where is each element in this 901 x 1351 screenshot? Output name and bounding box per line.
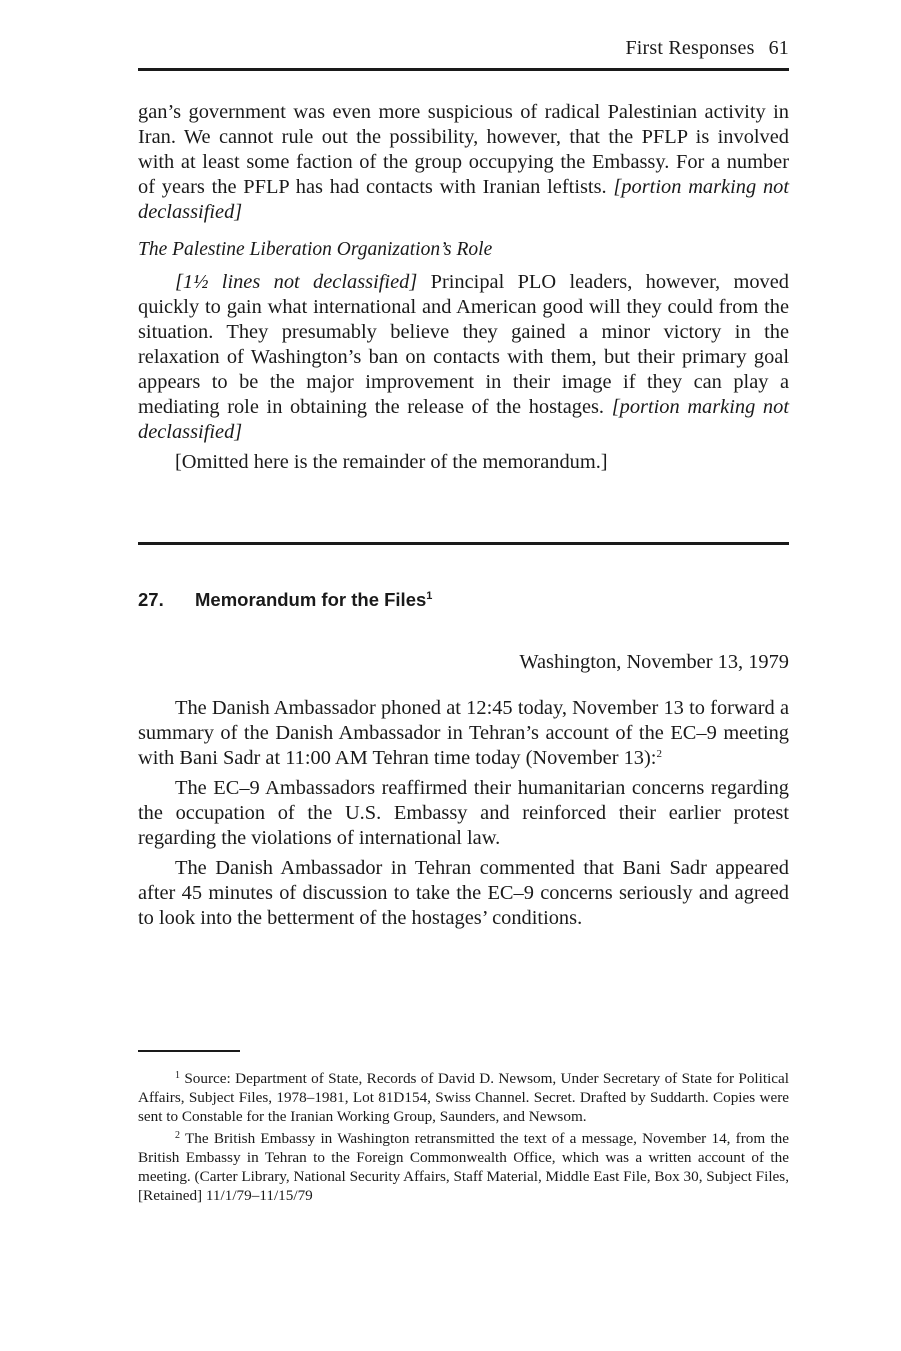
footnote-ref[interactable]: 1 [426, 590, 433, 602]
section-subheading: The Palestine Liberation Organization’s Role [138, 239, 493, 260]
declassification-marking: [1½ lines not declassified] [175, 271, 418, 293]
document-title: Memorandum for the Files [195, 589, 427, 610]
page-number: 61 [768, 37, 789, 59]
footnote-rule [138, 1050, 240, 1052]
section-divider [138, 542, 789, 545]
body-paragraph: The Danish Ambassador in Tehran commented that Bani Sadr appeared after 45 minutes of discussion to take the EC–9 concerns seriously and agreed to look into the betterment of the hostages’ conditions. [138, 857, 789, 929]
footnote [138, 1129, 789, 1205]
continuation-text [138, 100, 789, 475]
plo-paragraph [138, 270, 789, 445]
declassification-marking: [portion marking not declassified] [138, 176, 789, 223]
footnote-number: 2 [175, 1130, 180, 1141]
footnotes [138, 1069, 789, 1205]
header-rule [138, 68, 789, 71]
document-heading [138, 589, 432, 611]
paragraph-text: gan’s government was even more suspicious of radical Palestinian activity in Iran. We cannot rule out the possibility, however, that the PFLP is involved with at least some faction of the group occupying the Embassy. For a number of years the PFLP has had contacts with Iranian leftists. [138, 101, 789, 198]
document-body [138, 696, 789, 931]
omitted-note: [Omitted here is the remainder of the memorandum.] [175, 451, 608, 473]
body-paragraph: The EC–9 Ambassadors reaffirmed their humanitarian concerns regarding the occupation of the U.S. Embassy and reinforced their earlier protest regarding the violations of international law. [138, 777, 789, 849]
footnote-text: Source: Department of State, Records of David D. Newsom, Under Secretary of State for Political Affairs, Subject Files, 1978–1981, Lot 81D154, Swiss Channel. Secret. Drafted by Suddarth. Copies were sent to Constable for the Iranian Working Group, Saunders, and Newsom. [138, 1070, 789, 1125]
paragraph-text: Principal PLO leaders, however, moved quickly to gain what international and American good will they could from the situation. They presumably believe they gained a minor victory in the relaxation of Washington’s ban on contacts with them, but their primary goal appears to be the major improvement in their image if they can play a mediating role in obtaining the release of the hostages. [138, 271, 789, 418]
footnote-number: 1 [175, 1070, 180, 1081]
document-number: 27. [138, 589, 164, 610]
body-paragraph [138, 696, 789, 771]
running-header [625, 37, 789, 60]
footnote-ref[interactable]: 2 [656, 748, 662, 760]
footnote-text: The British Embassy in Washington retransmitted the text of a message, November 14, from the British Embassy in Tehran to the Foreign Commonwealth Office, which was a written account of the meeting. (Carter Library, National Security Affairs, Staff Material, Middle East File, Box 30, Subject Files, [Retained] 11/1/79–11/15/79 [138, 1130, 789, 1204]
continuation-paragraph [138, 100, 789, 225]
dateline: Washington, November 13, 1979 [519, 651, 789, 673]
document-page [138, 0, 789, 1351]
paragraph-text: The Danish Ambassador phoned at 12:45 today, November 13 to forward a summary of the Danish Ambassador in Tehran’s account of the EC–9 meeting with Bani Sadr at 11:00 AM Tehran time today (November 13): [138, 697, 789, 769]
running-title: First Responses [625, 37, 755, 59]
footnote [138, 1069, 789, 1126]
declassification-marking: [portion marking not declassified] [138, 396, 789, 443]
